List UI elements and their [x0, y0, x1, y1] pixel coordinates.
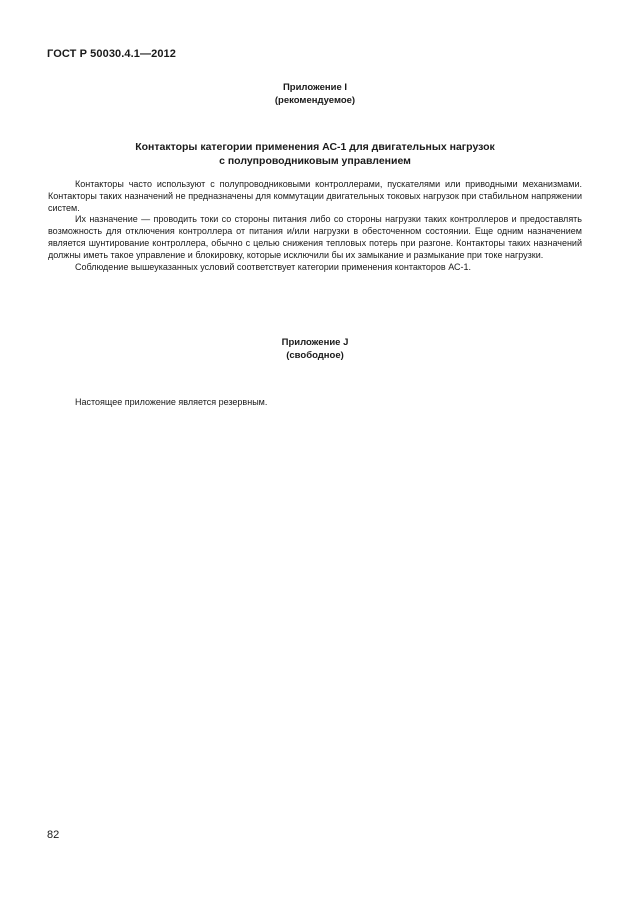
paragraph: Контакторы часто используют с полупроводниковыми контроллерами, пускателями или приводными механизмами. Контакторы таких назначений не предназначены для коммутации двигательных токовых нагрузок при стабильном напряжении систем. [48, 179, 582, 213]
appendix-i-label [60, 81, 570, 107]
appendix-i-heading [60, 140, 570, 168]
appendix-j-text: Настоящее приложение является резервным. [75, 397, 268, 407]
appendix-j-label [60, 336, 570, 362]
appendix-i-status: (рекомендуемое) [274, 95, 356, 106]
page-number: 82 [47, 829, 60, 841]
heading-line-1: Контакторы категории применения АС-1 для двигательных нагрузок [135, 141, 495, 153]
appendix-i-body [48, 179, 582, 273]
appendix-i-title: Приложение I [282, 82, 348, 93]
standard-code: ГОСТ Р 50030.4.1—2012 [47, 48, 176, 60]
paragraph: Соблюдение вышеуказанных условий соответствует категории применения контакторов АС-1. [75, 261, 472, 272]
appendix-j-status: (свободное) [286, 350, 344, 361]
paragraph: Их назначение — проводить токи со стороны питания либо со стороны нагрузки таких контроллеров и предоставлять возможность для отключения контроллера от питания и/или нагрузки в обесточенном состоянии. Еще одним назначением является шунтирование контроллера, обычно с целью снижения тепловых потерь при разгоне. Контакторы таких назначений должны иметь такое управление и блокировку, которые исключили бы их замыкание и размыкание при токе нагрузки. [48, 214, 582, 260]
heading-line-2: с полупроводниковым управлением [219, 155, 411, 167]
appendix-j-title: Приложение J [281, 337, 349, 348]
